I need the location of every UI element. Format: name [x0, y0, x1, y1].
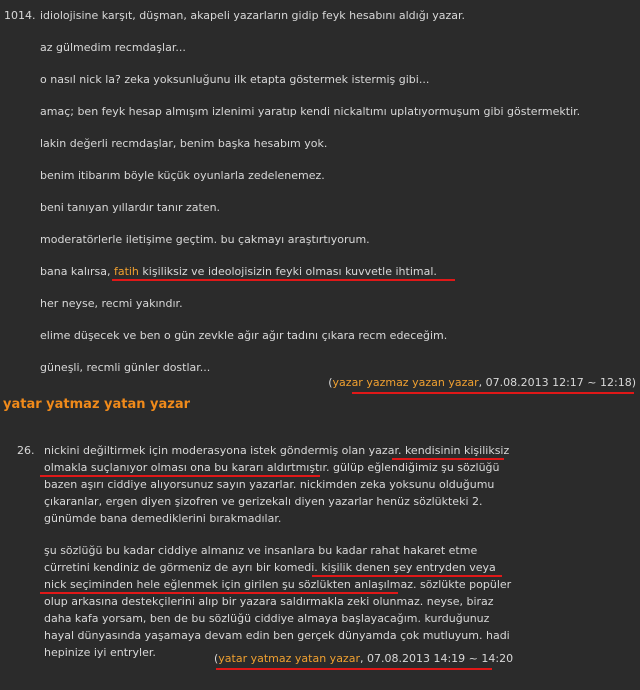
highlight-underline: [40, 475, 320, 477]
highlighted-text: kendisinin kişiliksiz: [404, 444, 510, 457]
highlight-underline: [216, 668, 492, 670]
author-link[interactable]: yatar yatmaz yatan yazar: [218, 652, 360, 665]
entry-date: , 07.08.2013 14:19 ~ 14:20: [359, 652, 514, 665]
entry-line: hayal dünyasında yaşamaya devam edin ben gerçek dünyamda çok mutluyum. hadi: [44, 629, 510, 642]
entry-paragraph: lakin değerli recmdaşlar, benim başka hesabım yok.: [40, 137, 328, 150]
highlighted-text: olmakla suçlanıyor olması ona bu kararı aldırtmıştır: [44, 461, 326, 474]
entry-paragraph: amaç; ben feyk hesap almışım izlenimi yaratıp kendi nickaltımı uplatıyormuşum gibi göstermektir.: [40, 105, 581, 118]
entry-number: 26.: [17, 444, 35, 457]
entry-line: [44, 578, 511, 591]
entry-line: [44, 461, 500, 474]
entry-paragraph: elime düşecek ve ben o gün zevkle ağır ağır tadını çıkara recm edeceğim.: [40, 329, 448, 342]
paren-open: (: [328, 376, 333, 389]
entry-date: , 07.08.2013 12:17 ~ 12:18: [478, 376, 632, 389]
text: . gülüp eğlendiğimiz şu sözlüğü: [325, 461, 500, 474]
entry-line: çıkaranlar, ergen diyen şizofren ve gerizekalı diyen yazarlar henüz sözlükteki 2.: [44, 495, 483, 508]
entry-number: 1014.: [4, 9, 36, 22]
entry-line: daha kafa yorsam, ben de bu sözlüğü ciddiye almaya başlayacağım. kurduğunuz: [44, 612, 490, 625]
entry-paragraph: o nasıl nick la? zeka yoksunluğunu ilk etapta göstermek istermiş gibi...: [40, 73, 430, 86]
entry-paragraph: her neyse, recmi yakındır.: [40, 297, 183, 310]
entry-line: [44, 444, 509, 457]
text: kişiliksiz ve ideolojisizin feyki olması kuvvetle ihtimal.: [138, 265, 437, 278]
highlight-underline: [392, 458, 504, 460]
text: bana kalırsa,: [40, 265, 114, 278]
entry-signature: [214, 652, 513, 665]
entry-paragraph: az gülmedim recmdaşlar...: [40, 41, 186, 54]
text: cürretini kendiniz de görmeniz de ayrı bir komedi.: [44, 561, 322, 574]
entry-paragraph: idiolojisine karşıt, düşman, akapeli yazarların gidip feyk hesabını aldığı yazar.: [40, 9, 466, 22]
entry-paragraph: moderatörlerle iletişime geçtim. bu çakmayı araştırtıyorum.: [40, 233, 370, 246]
author-link[interactable]: yazar yazmaz yazan yazar: [332, 376, 479, 389]
entry-line: olup arkasına destekçilerini alıp bir yazara saldırmakla zeki olunmaz. neyse, biraz: [44, 595, 494, 608]
entry-paragraph: beni tanıyan yıllardır tanır zaten.: [40, 201, 221, 214]
text: . sözlükte popüler: [412, 578, 512, 591]
highlighted-text: nick seçiminden hele eğlenmek için girilen şu sözlükten anlaşılmaz: [44, 578, 413, 591]
highlighted-text: kişilik denen şey entryden veya: [321, 561, 496, 574]
entry-paragraph-fatih: [40, 265, 437, 278]
entry-line: bazen aşırı ciddiye alıyorsunuz sayın yazarlar. nickimden zeka yoksunu olduğumu: [44, 478, 495, 491]
topic-title[interactable]: yatar yatmaz yatan yazar: [3, 397, 191, 412]
text: nickini değiltirmek için moderasyona istek göndermiş olan yazar.: [44, 444, 405, 457]
entry-signature: [328, 376, 636, 389]
paren-open: (: [214, 652, 219, 665]
entry-line: [44, 561, 496, 574]
entry-line: hepinize iyi entryler.: [44, 646, 156, 659]
entry-line: günümde bana demediklerini bırakmadılar.: [44, 512, 282, 525]
highlight-underline: [112, 279, 455, 281]
link-fatih[interactable]: fatih: [113, 265, 139, 278]
highlight-underline: [312, 575, 502, 577]
highlight-underline: [40, 592, 398, 594]
highlight-underline: [352, 392, 634, 394]
entry-paragraph: güneşli, recmli günler dostlar...: [40, 361, 211, 374]
entry-paragraph: benim itibarım böyle küçük oyunlarla zedelenemez.: [40, 169, 325, 182]
entry-line: şu sözlüğü bu kadar ciddiye almanız ve insanlara bu kadar rahat hakaret etme: [44, 544, 478, 557]
paren-close: ): [631, 376, 636, 389]
